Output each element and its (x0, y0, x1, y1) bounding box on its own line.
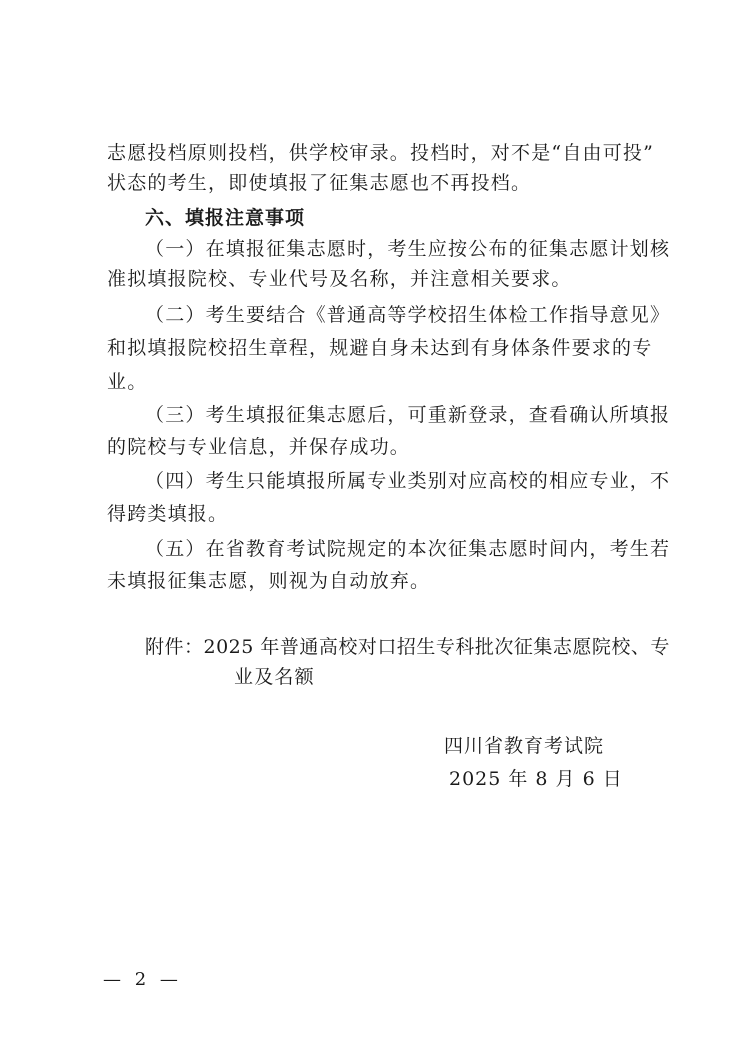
list-item-line: （五）在省教育考试院规定的本次征集志愿时间内，考生若 (145, 538, 671, 560)
body-text-line: 志愿投档原则投档，供学校审录。投档时，对不是“自由可投” (107, 142, 655, 164)
list-item-line: 和拟填报院校招生章程，规避自身未达到有身体条件要求的专 (107, 337, 653, 359)
list-item-line: （一）在填报征集志愿时，考生应按公布的征集志愿计划核 (145, 238, 671, 260)
list-item-line: （二）考生要结合《普通高等学校招生体检工作指导意见》 (145, 304, 671, 326)
signature-org: 四川省教育考试院 (444, 735, 605, 757)
list-item-line: （三）考生填报征集志愿后，可重新登录，查看确认所填报 (145, 404, 671, 426)
signature-date: 2025 年 8 月 6 日 (449, 768, 623, 790)
list-item-line: 准拟填报院校、专业代号及名称，并注意相关要求。 (107, 268, 572, 290)
list-item-line: 业。 (107, 371, 148, 393)
list-item-line: 得跨类填报。 (107, 503, 229, 525)
section-heading: 六、填报注意事项 (145, 207, 306, 229)
body-text-line: 状态的考生，即使填报了征集志愿也不再投档。 (107, 172, 532, 194)
list-item-line: （四）考生只能填报所属专业类别对应高校的相应专业，不 (145, 470, 671, 492)
attachment-line-continued: 业及名额 (234, 666, 315, 688)
attachment-line: 附件：2025 年普通高校对口招生专科批次征集志愿院校、专 (145, 636, 670, 658)
list-item-line: 的院校与专业信息，并保存成功。 (107, 436, 411, 458)
list-item-line: 未填报征集志愿，则视为自动放弃。 (107, 570, 431, 592)
page-number: — 2 — (103, 969, 182, 990)
